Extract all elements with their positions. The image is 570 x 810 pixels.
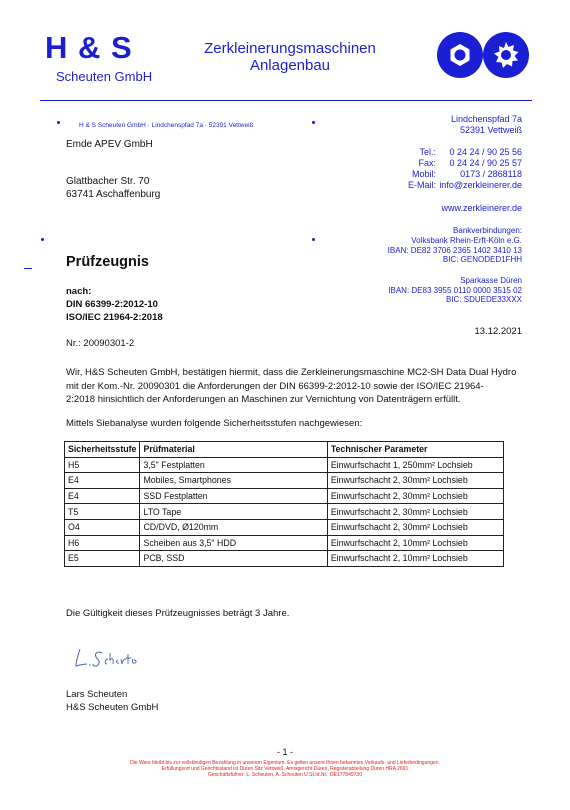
table-row: [65, 551, 504, 567]
contact-email: [391, 180, 522, 190]
contact-value: 0173 / 2868118: [460, 169, 522, 179]
cell-parameter: Einwurfschacht 2, 30mm² Lochsieb: [327, 473, 503, 489]
logo-title: H & S: [45, 30, 133, 65]
header-test-material: Prüfmaterial: [140, 442, 327, 458]
document-title: Prüfzeugnis: [66, 254, 149, 270]
page-number: - 1 -: [276, 747, 293, 757]
bank2-name: Sparkasse Düren: [460, 276, 522, 285]
website-link[interactable]: www.zerkleinerer.de: [441, 203, 522, 213]
contact-value: 0 24 24 / 90 25 57: [449, 158, 522, 168]
contact-label: Fax:: [418, 158, 436, 168]
contact-label: Tel.:: [419, 147, 436, 157]
standard-din: DIN 66399-2:2012-10: [66, 299, 158, 310]
cell-parameter: Einwurfschacht 2, 10mm² Lochsieb: [327, 551, 503, 567]
sender-line: H & S Scheuten GmbH · Lindchenspfad 7a · 52391 Vettweiß: [79, 122, 254, 129]
table-header-row: [65, 442, 504, 458]
contact-value: 0 24 24 / 90 25 56: [449, 147, 522, 157]
contact-label: E-Mail:: [407, 180, 436, 190]
signer-company: H&S Scheuten GmbH: [66, 702, 159, 713]
paragraph-line: Wir, H&S Scheuten GmbH, bestätigen hiermit, dass die Zerkleinerungsmaschine MC2-SH Data Dual Hydro: [66, 367, 517, 378]
table-row: [65, 535, 504, 551]
margin-dot: [41, 238, 44, 241]
tagline-line1: Zerkleinerungsmaschinen: [204, 40, 376, 57]
contact-phone: [391, 147, 522, 157]
header-security-level: Sicherheitsstufe: [65, 442, 140, 458]
validity-note: Die Gültigkeit dieses Prüfzeugnisses beträgt 3 Jahre.: [66, 608, 290, 619]
bank2-bic: BIC: SDUEDE33XXX: [445, 295, 522, 304]
table-row: [65, 473, 504, 489]
bank2-iban: IBAN: DE83 3955 0110 0000 3515 02: [388, 285, 522, 295]
cell-material: LTO Tape: [140, 504, 327, 520]
paragraph-line: mit der Kom.-Nr. 20090301 die Anforderungen der DIN 66399-2:2012-10 sowie der ISO/IEC 21964-: [66, 380, 484, 392]
paragraph-line: 2:2018 hinsichtlich der Anforderungen an Maschinen zur Vernichtung von Datenträgern erfüllt.: [66, 394, 461, 405]
document-number: Nr.: 20090301-2: [66, 338, 135, 349]
signer-name: Lars Scheuten: [66, 689, 128, 700]
recipient-street: Glattbacher Str. 70: [66, 176, 150, 187]
bank-heading: Bankverbindungen:: [453, 226, 522, 235]
cell-level: E4: [65, 473, 140, 489]
cell-level: H6: [65, 535, 140, 551]
cell-material: CD/DVD, Ø120mm: [140, 519, 327, 535]
footer-terms: Die Ware bleibt bis zur vollständigen Bezahlung in unserem Eigentum. Es gelten unsere Ihnen bekannten Verkaufs- und Lieferbedingungen.: [130, 760, 440, 766]
footer-court: Erfüllungsort und Gerichtsstand ist Düren Sitz Vettweiß, Amtsgericht Düren, Registerabteilung Düren HRA 2691: [161, 766, 409, 772]
contact-street: Lindchenspfad 7a: [450, 114, 522, 124]
cell-material: PCB, SSD: [140, 551, 327, 567]
cell-parameter: Einwurfschacht 2, 30mm² Lochsieb: [327, 488, 503, 504]
cell-parameter: Einwurfschacht 1, 250mm² Lochsieb: [327, 457, 503, 473]
tagline-line2: Anlagenbau: [249, 57, 331, 74]
cell-material: 3,5" Festplatten: [140, 457, 327, 473]
signature-image: [72, 645, 152, 671]
cell-material: Scheiben aus 3,5" HDD: [140, 535, 327, 551]
security-levels-table: [64, 441, 504, 567]
contact-label: Mobil:: [411, 169, 436, 179]
cell-level: H5: [65, 457, 140, 473]
cell-parameter: Einwurfschacht 2, 30mm² Lochsieb: [327, 504, 503, 520]
margin-dot: [312, 238, 315, 241]
table-row: [65, 504, 504, 520]
table-row: [65, 519, 504, 535]
table-row: [65, 457, 504, 473]
cell-parameter: Einwurfschacht 2, 30mm² Lochsieb: [327, 519, 503, 535]
contact-email-link[interactable]: info@zerkleinerer.de: [439, 180, 522, 190]
table-row: [65, 488, 504, 504]
standard-iso: ISO/IEC 21964-2:2018: [66, 312, 163, 323]
margin-dot: [312, 121, 315, 124]
recipient-city: 63741 Aschaffenburg: [66, 189, 161, 200]
after-label: nach:: [66, 286, 92, 297]
cell-level: E4: [65, 488, 140, 504]
contact-fax: [391, 158, 522, 168]
cell-material: Mobiles, Smartphones: [140, 473, 327, 489]
cell-level: O4: [65, 519, 140, 535]
paragraph-intro: Mittels Siebanalyse wurden folgende Sicherheitsstufen nachgewiesen:: [66, 418, 363, 429]
footer-management: Geschäftsführer: L. Scheuten, A. Scheuten U.St.Id.Nr.: DE177849730: [208, 772, 362, 778]
contact-city: 52391 Vettweiß: [459, 125, 522, 135]
cell-level: T5: [65, 504, 140, 520]
bank1-name: Volksbank Rhein-Erft-Köln e.G.: [411, 236, 522, 245]
bank1-iban: IBAN: DE82 3706 2365 1402 3410 13: [387, 245, 522, 255]
margin-dot: [57, 121, 60, 124]
header-rule: [40, 100, 532, 101]
cell-level: E5: [65, 551, 140, 567]
fold-mark: [24, 268, 32, 269]
cell-material: SSD Festplatten: [140, 488, 327, 504]
cell-parameter: Einwurfschacht 2, 10mm² Lochsieb: [327, 535, 503, 551]
document-date: 13.12.2021: [474, 326, 522, 337]
recipient-name: Emde APEV GmbH: [66, 139, 153, 150]
logo-subtitle: Scheuten GmbH: [56, 69, 153, 84]
contact-mobile: [391, 169, 522, 179]
company-logo-icon: [436, 30, 530, 80]
header-technical-parameter: Technischer Parameter: [327, 442, 503, 458]
bank1-bic: BIC: GENODED1FHH: [442, 255, 522, 264]
